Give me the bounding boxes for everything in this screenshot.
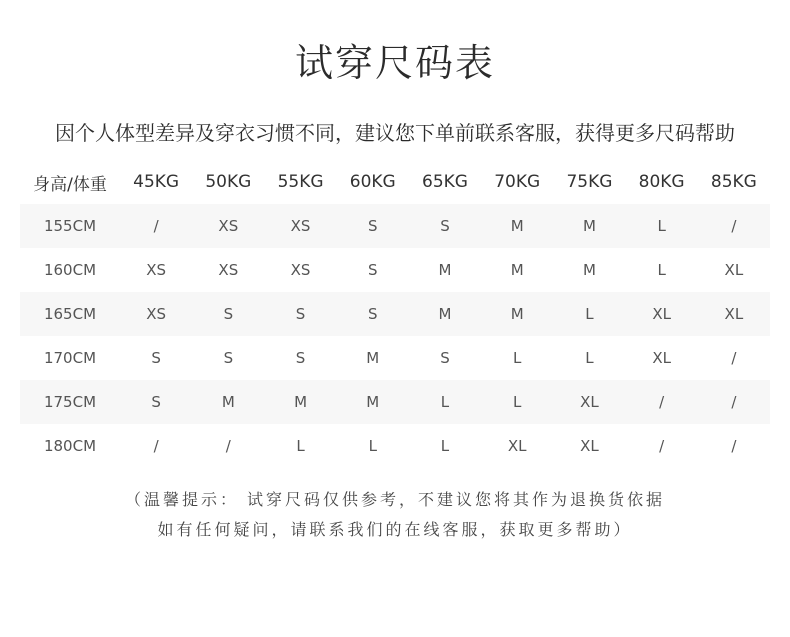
- size-cell: /: [698, 204, 770, 248]
- height-cell: 175CM: [20, 380, 120, 424]
- size-chart-table: [20, 160, 770, 468]
- weight-header: 85KG: [710, 172, 757, 192]
- size-cell: L: [553, 292, 625, 336]
- tip-note-line-2: 如有任何疑问，请联系我们的在线客服，获取更多帮助）: [157, 520, 633, 539]
- table-header-row: [20, 160, 770, 204]
- size-cell: S: [120, 380, 192, 424]
- size-cell: M: [510, 261, 524, 279]
- table-row: [20, 292, 770, 336]
- size-cell: XL: [724, 261, 744, 279]
- size-cell: L: [368, 437, 377, 455]
- size-cell: L: [513, 349, 522, 367]
- size-cell: /: [659, 437, 665, 455]
- weight-header: 65KG: [422, 172, 468, 192]
- size-cell: XL: [580, 437, 599, 455]
- size-cell: M: [192, 380, 264, 424]
- size-cell: M: [481, 292, 553, 336]
- weight-header: 75KG: [566, 172, 613, 192]
- size-cell: /: [120, 204, 192, 248]
- size-cell: M: [582, 261, 596, 279]
- size-cell: M: [366, 349, 380, 367]
- size-cell: S: [223, 349, 234, 367]
- size-cell: L: [481, 380, 553, 424]
- size-cell: XL: [698, 292, 770, 336]
- table-row: [20, 204, 770, 248]
- size-cell: L: [657, 261, 666, 279]
- size-cell: XS: [146, 261, 167, 279]
- size-cell: XS: [120, 292, 192, 336]
- weight-header: 45KG: [133, 172, 180, 192]
- size-cell: S: [368, 261, 378, 279]
- table-row: [20, 336, 770, 380]
- table-row: [20, 248, 770, 292]
- size-cell: XL: [553, 380, 625, 424]
- size-cell: /: [153, 437, 159, 455]
- size-cell: XS: [192, 204, 264, 248]
- size-cell: /: [626, 380, 698, 424]
- size-cell: /: [731, 437, 737, 455]
- size-cell: L: [626, 204, 698, 248]
- size-cell: S: [337, 204, 409, 248]
- page-title: 试穿尺码表: [294, 41, 495, 85]
- size-cell: S: [264, 292, 336, 336]
- size-cell: XL: [507, 437, 527, 455]
- size-cell: S: [151, 349, 161, 367]
- size-cell: S: [337, 292, 409, 336]
- size-cell: M: [337, 380, 409, 424]
- size-cell: L: [585, 349, 594, 367]
- size-cell: XS: [290, 261, 311, 279]
- size-cell: M: [481, 204, 553, 248]
- size-cell: M: [264, 380, 336, 424]
- table-row: [20, 424, 770, 468]
- size-cell: M: [409, 292, 481, 336]
- corner-header: 身高/体重: [33, 174, 107, 195]
- height-cell: 165CM: [20, 292, 120, 336]
- size-cell: XS: [264, 204, 336, 248]
- size-cell: /: [225, 437, 231, 455]
- weight-header: 70KG: [494, 172, 541, 192]
- size-cell: M: [553, 204, 625, 248]
- weight-header: 50KG: [205, 172, 252, 192]
- height-cell: 170CM: [43, 349, 97, 367]
- size-cell: /: [698, 380, 770, 424]
- weight-header: 55KG: [277, 172, 324, 192]
- height-cell: 160CM: [43, 261, 97, 279]
- page-subtitle: 因个人体型差异及穿衣习惯不同，建议您下单前联系客服，获得更多尺码帮助: [55, 121, 735, 145]
- size-cell: XS: [218, 261, 239, 279]
- size-cell: /: [731, 349, 737, 367]
- size-cell: S: [295, 349, 306, 367]
- weight-header: 60KG: [349, 172, 396, 192]
- size-cell: S: [440, 349, 450, 367]
- weight-header: 80KG: [638, 172, 685, 192]
- size-cell: S: [192, 292, 264, 336]
- tip-note-line-1: （温馨提示： 试穿尺码仅供参考，不建议您将其作为退换货依据: [124, 490, 666, 509]
- height-cell: 180CM: [43, 437, 97, 455]
- size-cell: XL: [652, 349, 671, 367]
- size-cell: L: [409, 380, 481, 424]
- size-cell: M: [438, 261, 452, 279]
- size-cell: L: [296, 437, 305, 455]
- size-cell: XL: [626, 292, 698, 336]
- size-cell: L: [440, 437, 450, 455]
- height-cell: 155CM: [20, 204, 120, 248]
- size-cell: S: [409, 204, 481, 248]
- table-row: [20, 380, 770, 424]
